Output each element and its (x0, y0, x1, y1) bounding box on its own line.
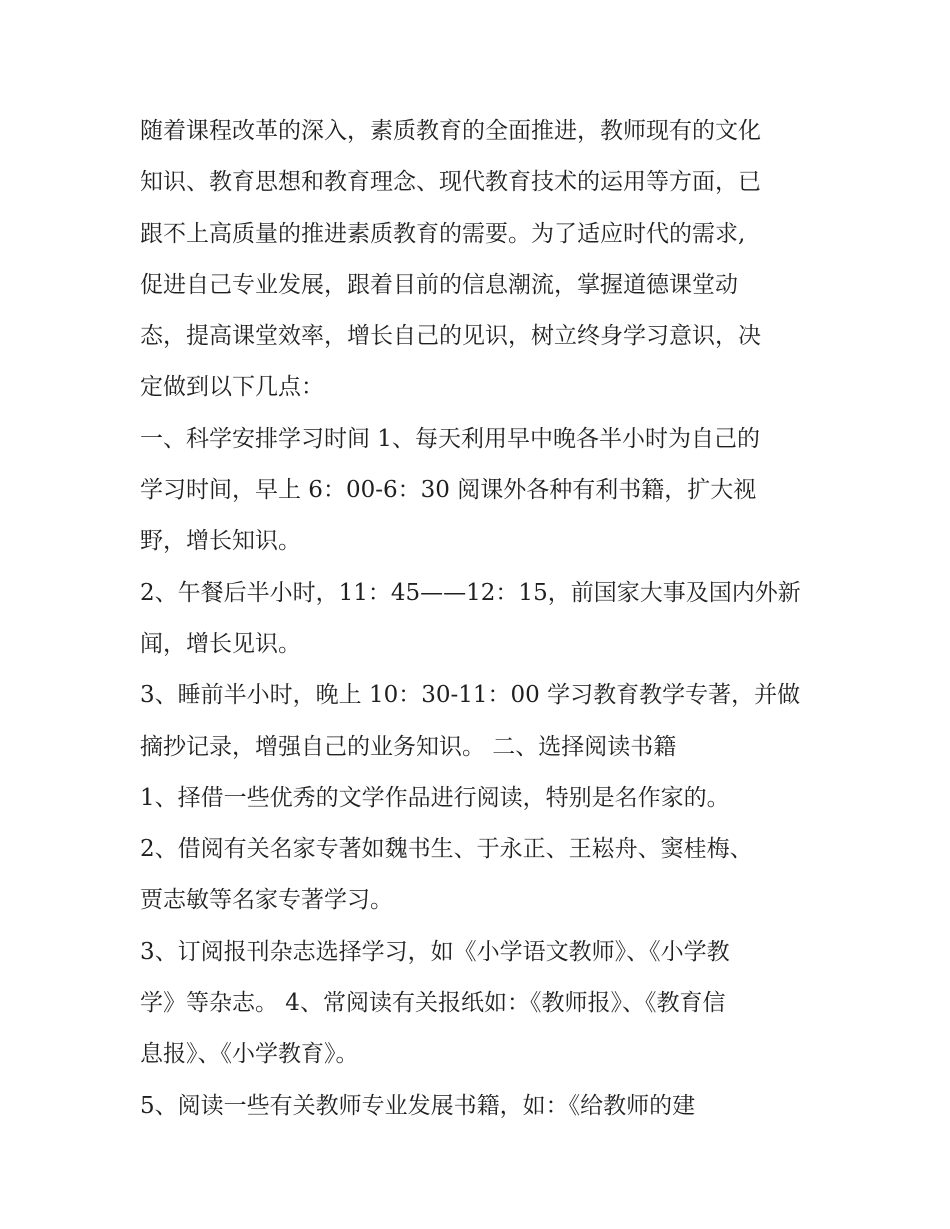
text-line-17: 3、订阅报刊杂志选择学习，如《小学语文教师》、《小学教 (140, 938, 730, 965)
text-line-13: 摘抄记录，增强自己的业务知识。 二、选择阅读书籍 (140, 733, 677, 760)
text-line-3: 跟不上高质量的推进素质教育的需要。为了适应时代的需求, (140, 220, 746, 247)
text-line-10: 2、午餐后半小时，11：45——12：15，前国家大事及国内外新 (140, 579, 801, 606)
text-line-6: 定做到以下几点： (140, 374, 324, 401)
text-line-9: 野，增长知识。 (140, 528, 301, 555)
text-line-12: 3、睡前半小时，晚上 10：30-11：00 学习教育教学专著，并做 (140, 682, 801, 709)
text-line-18: 学》等杂志。 4、常阅读有关报纸如：《教师报》、《教育信 (140, 990, 726, 1017)
body-text (140, 106, 820, 1132)
text-line-4: 促进自己专业发展，跟着目前的信息潮流，掌握道德课堂动 (140, 271, 738, 298)
text-line-5: 态，提高课堂效率，增长自己的见识，树立终身学习意识，决 (140, 323, 761, 350)
text-line-8: 学习时间，早上 6：00-6：30 阅课外各种有利书籍，扩大视 (140, 477, 757, 504)
text-line-19: 息报》、《小学教育》。 (140, 1041, 359, 1068)
text-line-15: 2、借阅有关名家专著如魏书生、于永正、王崧舟、窦桂梅、 (140, 836, 753, 863)
text-line-1: 随着课程改革的深入，素质教育的全面推进，教师现有的文化 (140, 118, 761, 144)
text-line-2: 知识、教育思想和教育理念、现代教育技术的运用等方面，已 (140, 169, 761, 196)
text-line-20: 5、阅读一些有关教师专业发展书籍，如：《给教师的建 (140, 1092, 696, 1119)
text-line-14: 1、择借一些优秀的文学作品进行阅读，特别是名作家的。 (140, 784, 730, 811)
text-line-11: 闻，增长见识。 (140, 630, 301, 657)
text-line-7: 一、科学安排学习时间 1、每天利用早中晚各半小时为自己的 (140, 425, 760, 452)
text-line-16: 贾志敏等名家专著学习。 (140, 887, 393, 914)
